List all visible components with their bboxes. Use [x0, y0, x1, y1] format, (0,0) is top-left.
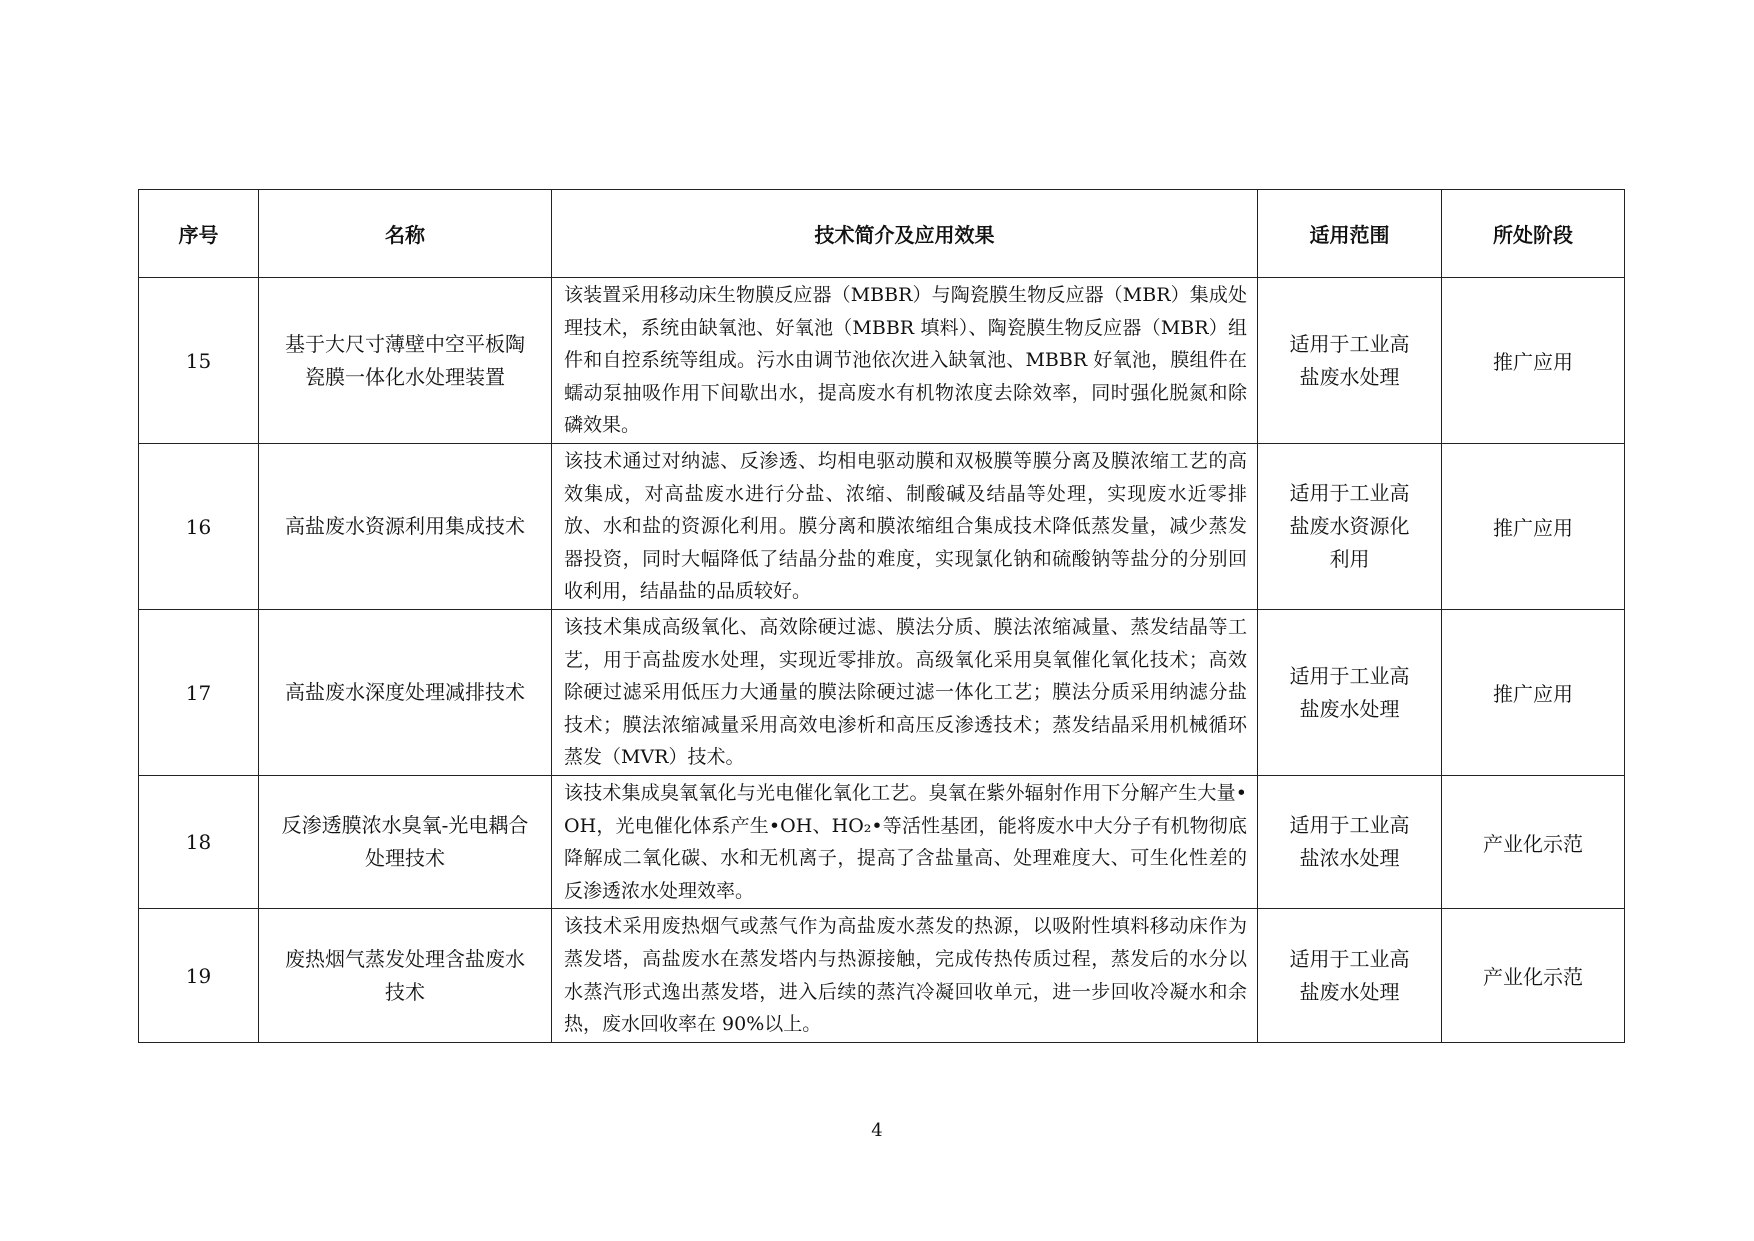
page-number: 4: [871, 1120, 883, 1141]
table-row: [139, 444, 1625, 610]
header-stage: 所处阶段: [1442, 190, 1625, 278]
row-name: 基于大尺寸薄壁中空平板陶瓷膜一体化水处理装置: [259, 278, 552, 444]
row-description: 该技术集成高级氧化、高效除硬过滤、膜法分质、膜法浓缩减量、蒸发结晶等工艺，用于高盐废水处理，实现近零排放。高级氧化采用臭氧催化氧化技术；高效除硬过滤采用低压力大通量的膜法除硬过滤一体化工艺；膜法分质采用纳滤分盐技术；膜法浓缩减量采用高效电渗析和高压反渗透技术；蒸发结晶采用机械循环蒸发（MVR）技术。: [552, 610, 1258, 776]
row-scope: 适用于工业高盐废水处理: [1258, 909, 1442, 1042]
row-stage: 推广应用: [1442, 444, 1625, 610]
row-serial-number: 17: [139, 610, 259, 776]
row-serial-number: 19: [139, 909, 259, 1042]
row-serial-number: 15: [139, 278, 259, 444]
row-stage: 推广应用: [1442, 278, 1625, 444]
row-scope: 适用于工业高盐废水处理: [1258, 278, 1442, 444]
row-serial-number: 18: [139, 776, 259, 909]
technology-table: [138, 189, 1625, 1043]
row-description: 该装置采用移动床生物膜反应器（MBBR）与陶瓷膜生物反应器（MBR）集成处理技术，系统由缺氧池、好氧池（MBBR 填料）、陶瓷膜生物反应器（MBR）组件和自控系统等组成。污水由调节池依次进入缺氧池、MBBR 好氧池，膜组件在蠕动泵抽吸作用下间歇出水，提高废水有机物浓度去除效率，同时强化脱氮和除磷效果。: [552, 278, 1258, 444]
row-name: 反渗透膜浓水臭氧-光电耦合处理技术: [259, 776, 552, 909]
row-scope: 适用于工业高盐废水资源化利用: [1258, 444, 1442, 610]
row-scope: 适用于工业高盐浓水处理: [1258, 776, 1442, 909]
table-row: [139, 909, 1625, 1042]
row-description: 该技术采用废热烟气或蒸气作为高盐废水蒸发的热源，以吸附性填料移动床作为蒸发塔，高盐废水在蒸发塔内与热源接触，完成传热传质过程，蒸发后的水分以水蒸汽形式逸出蒸发塔，进入后续的蒸汽冷凝回收单元，进一步回收冷凝水和余热，废水回收率在 90%以上。: [552, 909, 1258, 1042]
row-stage: 产业化示范: [1442, 909, 1625, 1042]
row-stage: 推广应用: [1442, 610, 1625, 776]
row-name: 废热烟气蒸发处理含盐废水技术: [259, 909, 552, 1042]
table-header-row: [139, 190, 1625, 278]
header-scope: 适用范围: [1258, 190, 1442, 278]
row-description: 该技术集成臭氧氧化与光电催化氧化工艺。臭氧在紫外辐射作用下分解产生大量•OH，光电催化体系产生•OH、HO₂•等活性基团，能将废水中大分子有机物彻底降解成二氧化碳、水和无机离子，提高了含盐量高、处理难度大、可生化性差的反渗透浓水处理效率。: [552, 776, 1258, 909]
header-serial-number: 序号: [139, 190, 259, 278]
table-row: [139, 776, 1625, 909]
row-scope: 适用于工业高盐废水处理: [1258, 610, 1442, 776]
row-serial-number: 16: [139, 444, 259, 610]
table-row: [139, 278, 1625, 444]
header-name: 名称: [259, 190, 552, 278]
table-row: [139, 610, 1625, 776]
row-stage: 产业化示范: [1442, 776, 1625, 909]
header-description: 技术简介及应用效果: [552, 190, 1258, 278]
row-name: 高盐废水深度处理减排技术: [259, 610, 552, 776]
row-name: 高盐废水资源利用集成技术: [259, 444, 552, 610]
row-description: 该技术通过对纳滤、反渗透、均相电驱动膜和双极膜等膜分离及膜浓缩工艺的高效集成，对高盐废水进行分盐、浓缩、制酸碱及结晶等处理，实现废水近零排放、水和盐的资源化利用。膜分离和膜浓缩组合集成技术降低蒸发量，减少蒸发器投资，同时大幅降低了结晶分盐的难度，实现氯化钠和硫酸钠等盐分的分别回收利用，结晶盐的品质较好。: [552, 444, 1258, 610]
